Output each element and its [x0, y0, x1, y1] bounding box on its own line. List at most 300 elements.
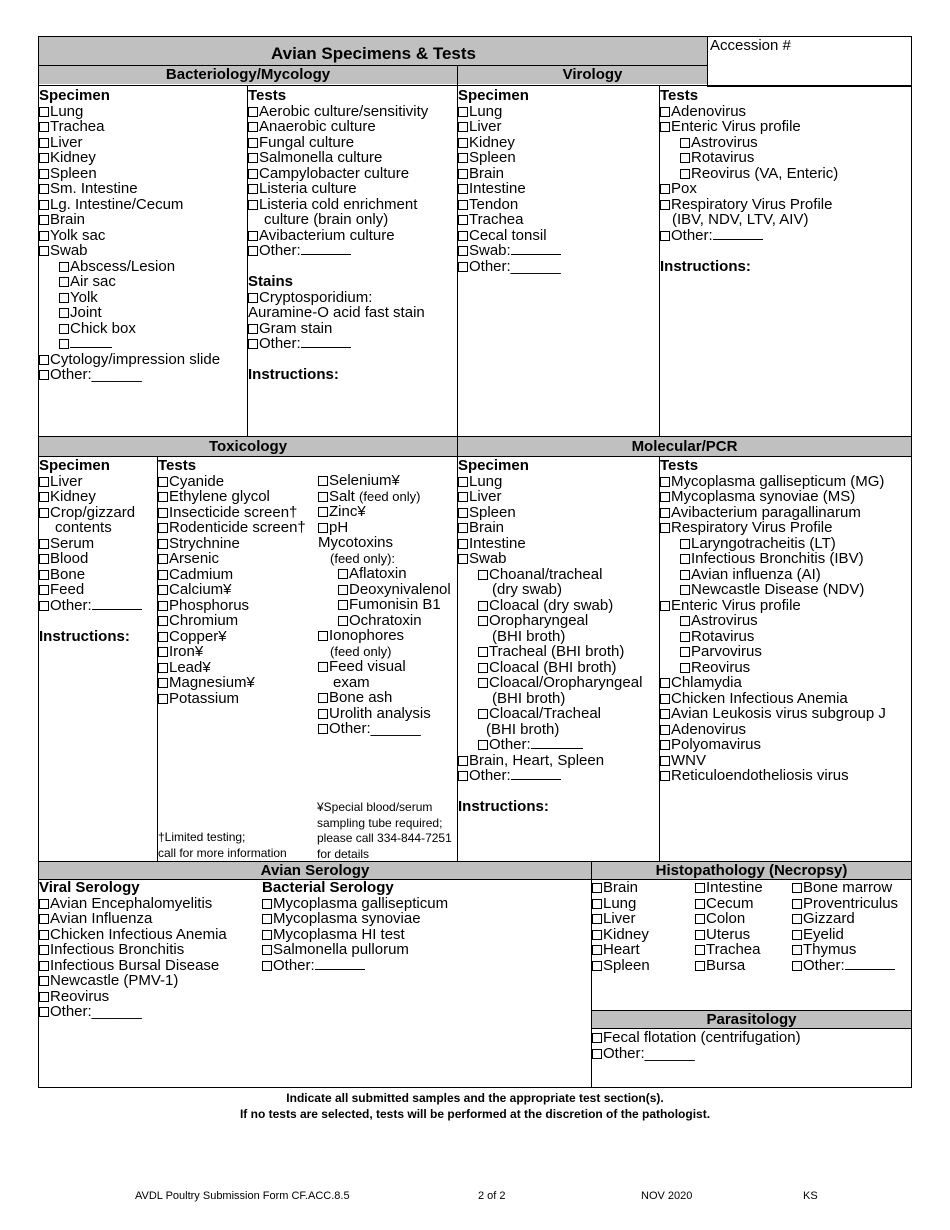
- checkbox[interactable]: [39, 539, 49, 549]
- checkbox-item[interactable]: [39, 228, 220, 244]
- checkbox-item[interactable]: [792, 942, 898, 958]
- checkbox-item[interactable]: [158, 660, 306, 676]
- checkbox[interactable]: [592, 930, 602, 940]
- checkbox[interactable]: [158, 554, 168, 564]
- checkbox-item[interactable]: [39, 321, 220, 337]
- checkbox[interactable]: [458, 184, 468, 194]
- tox-salt[interactable]: [318, 489, 451, 505]
- checkbox-item[interactable]: [39, 958, 227, 974]
- checkbox[interactable]: [39, 122, 49, 132]
- checkbox[interactable]: [680, 585, 690, 595]
- checkbox[interactable]: [695, 883, 705, 893]
- checkbox-item[interactable]: [458, 505, 642, 521]
- checkbox[interactable]: [248, 138, 258, 148]
- checkbox[interactable]: [458, 215, 468, 225]
- checkbox[interactable]: [158, 523, 168, 533]
- checkbox[interactable]: [158, 678, 168, 688]
- checkbox-item[interactable]: [592, 958, 650, 974]
- checkbox[interactable]: [592, 961, 602, 971]
- checkbox-item[interactable]: [158, 598, 306, 614]
- checkbox[interactable]: [458, 554, 468, 564]
- checkbox-item[interactable]: [39, 896, 227, 912]
- checkbox-item[interactable]: [39, 274, 220, 290]
- checkbox-item[interactable]: [39, 973, 227, 989]
- viro-specimen-other[interactable]: [458, 259, 561, 275]
- mol-cloro[interactable]: [458, 675, 642, 691]
- checkbox-item[interactable]: [660, 768, 886, 784]
- checkbox[interactable]: [458, 756, 468, 766]
- checkbox-item[interactable]: [660, 150, 838, 166]
- checkbox-item[interactable]: [39, 305, 220, 321]
- checkbox-item[interactable]: [660, 197, 838, 213]
- checkbox[interactable]: [680, 647, 690, 657]
- checkbox[interactable]: [660, 200, 670, 210]
- checkbox[interactable]: [660, 122, 670, 132]
- checkbox[interactable]: [680, 539, 690, 549]
- checkbox-item[interactable]: [695, 896, 763, 912]
- checkbox[interactable]: [248, 107, 258, 117]
- checkbox[interactable]: [262, 930, 272, 940]
- checkbox[interactable]: [680, 138, 690, 148]
- checkbox-item[interactable]: [660, 474, 886, 490]
- checkbox[interactable]: [660, 184, 670, 194]
- checkbox-item[interactable]: [158, 520, 306, 536]
- checkbox[interactable]: [458, 492, 468, 502]
- checkbox[interactable]: [158, 663, 168, 673]
- checkbox[interactable]: [592, 945, 602, 955]
- checkbox-item[interactable]: [39, 166, 220, 182]
- checkbox-item[interactable]: [660, 505, 886, 521]
- checkbox-item[interactable]: [792, 927, 898, 943]
- mol-bhs[interactable]: [458, 753, 642, 769]
- checkbox[interactable]: [458, 246, 468, 256]
- checkbox-item[interactable]: [458, 520, 642, 536]
- checkbox-item[interactable]: [660, 166, 838, 182]
- checkbox[interactable]: [478, 709, 488, 719]
- checkbox[interactable]: [680, 616, 690, 626]
- checkbox-item[interactable]: [158, 536, 306, 552]
- checkbox-item[interactable]: [458, 551, 642, 567]
- checkbox[interactable]: [59, 308, 69, 318]
- checkbox[interactable]: [660, 756, 670, 766]
- checkbox[interactable]: [592, 914, 602, 924]
- checkbox-item[interactable]: [592, 896, 650, 912]
- checkbox-item[interactable]: [39, 567, 142, 583]
- checkbox-item[interactable]: [660, 722, 886, 738]
- checkbox[interactable]: [680, 663, 690, 673]
- checkbox-item[interactable]: [262, 942, 448, 958]
- bact-listeria-cold[interactable]: [248, 197, 428, 213]
- checkbox-item[interactable]: [458, 212, 561, 228]
- checkbox-item[interactable]: [660, 551, 886, 567]
- checkbox[interactable]: [458, 262, 468, 272]
- checkbox[interactable]: [158, 508, 168, 518]
- checkbox[interactable]: [338, 616, 348, 626]
- checkbox[interactable]: [262, 899, 272, 909]
- checkbox[interactable]: [248, 200, 258, 210]
- checkbox-item[interactable]: [262, 927, 448, 943]
- tox-bone-ash[interactable]: [318, 690, 451, 706]
- checkbox-item[interactable]: [592, 911, 650, 927]
- checkbox[interactable]: [158, 570, 168, 580]
- checkbox[interactable]: [39, 976, 49, 986]
- checkbox-item[interactable]: [458, 536, 642, 552]
- checkbox[interactable]: [680, 153, 690, 163]
- checkbox[interactable]: [39, 945, 49, 955]
- checkbox[interactable]: [39, 169, 49, 179]
- stain-other[interactable]: [248, 336, 428, 352]
- mol-cltr[interactable]: [458, 706, 642, 722]
- checkbox[interactable]: [59, 339, 69, 349]
- checkbox[interactable]: [158, 492, 168, 502]
- checkbox-item[interactable]: [458, 474, 642, 490]
- checkbox[interactable]: [262, 961, 272, 971]
- mol-cloacal[interactable]: [458, 660, 642, 676]
- checkbox[interactable]: [458, 153, 468, 163]
- checkbox-item[interactable]: [39, 352, 220, 368]
- checkbox[interactable]: [39, 184, 49, 194]
- checkbox[interactable]: [478, 570, 488, 580]
- bact-tests-other[interactable]: [248, 243, 428, 259]
- checkbox-item[interactable]: [248, 104, 428, 120]
- checkbox[interactable]: [39, 355, 49, 365]
- checkbox[interactable]: [39, 899, 49, 909]
- checkbox[interactable]: [248, 339, 258, 349]
- checkbox[interactable]: [695, 961, 705, 971]
- checkbox-item[interactable]: [792, 896, 898, 912]
- checkbox[interactable]: [695, 945, 705, 955]
- checkbox-item[interactable]: [695, 911, 763, 927]
- mol-enteric[interactable]: [660, 598, 886, 614]
- checkbox-item[interactable]: [660, 675, 886, 691]
- bact-avibacterium[interactable]: [248, 228, 428, 244]
- checkbox-item[interactable]: [39, 911, 227, 927]
- checkbox-item[interactable]: [158, 474, 306, 490]
- checkbox[interactable]: [338, 600, 348, 610]
- checkbox-item[interactable]: [158, 567, 306, 583]
- checkbox[interactable]: [458, 231, 468, 241]
- checkbox-item[interactable]: [158, 691, 306, 707]
- checkbox-item[interactable]: [39, 212, 220, 228]
- checkbox-item[interactable]: [660, 737, 886, 753]
- checkbox-item[interactable]: [458, 135, 561, 151]
- stain-gram[interactable]: [248, 321, 428, 337]
- checkbox-item[interactable]: [39, 104, 220, 120]
- checkbox-item[interactable]: [39, 942, 227, 958]
- checkbox-item[interactable]: [458, 104, 561, 120]
- checkbox[interactable]: [592, 899, 602, 909]
- checkbox[interactable]: [248, 324, 258, 334]
- tox-urolith[interactable]: [318, 706, 451, 722]
- checkbox-item[interactable]: [262, 896, 448, 912]
- checkbox[interactable]: [458, 508, 468, 518]
- checkbox[interactable]: [478, 740, 488, 750]
- checkbox[interactable]: [680, 169, 690, 179]
- checkbox-item[interactable]: [158, 582, 306, 598]
- tox-zinc[interactable]: [318, 504, 451, 520]
- checkbox[interactable]: [59, 277, 69, 287]
- checkbox[interactable]: [39, 215, 49, 225]
- checkbox-item[interactable]: [39, 536, 142, 552]
- mol-cloacal-dry[interactable]: [458, 598, 642, 614]
- tox-selenium[interactable]: [318, 473, 451, 489]
- tox-ionophores[interactable]: [318, 628, 451, 644]
- checkbox[interactable]: [792, 961, 802, 971]
- checkbox[interactable]: [458, 200, 468, 210]
- checkbox-item[interactable]: [262, 911, 448, 927]
- checkbox-item[interactable]: [39, 489, 142, 505]
- checkbox[interactable]: [660, 771, 670, 781]
- checkbox[interactable]: [458, 107, 468, 117]
- checkbox-item[interactable]: [695, 880, 763, 896]
- checkbox-item[interactable]: [458, 166, 561, 182]
- checkbox[interactable]: [39, 992, 49, 1002]
- checkbox[interactable]: [318, 709, 328, 719]
- checkbox-item[interactable]: [39, 505, 142, 521]
- checkbox-item[interactable]: [660, 706, 886, 722]
- checkbox[interactable]: [262, 945, 272, 955]
- viro-tests-other[interactable]: [660, 228, 838, 244]
- bacterial-serology-other[interactable]: [262, 958, 448, 974]
- checkbox-item[interactable]: [39, 119, 220, 135]
- checkbox-item[interactable]: [660, 135, 838, 151]
- checkbox[interactable]: [792, 945, 802, 955]
- checkbox[interactable]: [39, 508, 49, 518]
- checkbox-item[interactable]: [660, 613, 886, 629]
- checkbox[interactable]: [660, 477, 670, 487]
- checkbox-item[interactable]: [458, 119, 561, 135]
- checkbox[interactable]: [660, 508, 670, 518]
- checkbox-item[interactable]: [39, 989, 227, 1005]
- checkbox[interactable]: [660, 601, 670, 611]
- checkbox-item[interactable]: [158, 551, 306, 567]
- checkbox[interactable]: [248, 184, 258, 194]
- checkbox-item[interactable]: [458, 197, 561, 213]
- checkbox[interactable]: [680, 632, 690, 642]
- checkbox[interactable]: [695, 914, 705, 924]
- checkbox[interactable]: [478, 663, 488, 673]
- checkbox[interactable]: [478, 647, 488, 657]
- checkbox[interactable]: [39, 153, 49, 163]
- checkbox[interactable]: [660, 694, 670, 704]
- checkbox-item[interactable]: [39, 290, 220, 306]
- checkbox[interactable]: [59, 262, 69, 272]
- checkbox[interactable]: [248, 169, 258, 179]
- checkbox-item[interactable]: [660, 582, 886, 598]
- checkbox-item[interactable]: [458, 489, 642, 505]
- checkbox[interactable]: [458, 477, 468, 487]
- checkbox[interactable]: [39, 477, 49, 487]
- checkbox-item[interactable]: [39, 197, 220, 213]
- checkbox[interactable]: [39, 961, 49, 971]
- checkbox[interactable]: [248, 231, 258, 241]
- checkbox[interactable]: [158, 601, 168, 611]
- checkbox-item[interactable]: [248, 166, 428, 182]
- checkbox[interactable]: [680, 570, 690, 580]
- tox-feed-visual[interactable]: [318, 659, 451, 675]
- checkbox[interactable]: [478, 601, 488, 611]
- checkbox[interactable]: [660, 492, 670, 502]
- checkbox[interactable]: [39, 370, 49, 380]
- mol-choanal[interactable]: [458, 567, 642, 583]
- checkbox-item[interactable]: [458, 243, 561, 259]
- checkbox[interactable]: [792, 883, 802, 893]
- checkbox[interactable]: [39, 200, 49, 210]
- checkbox[interactable]: [39, 914, 49, 924]
- checkbox-item[interactable]: [792, 911, 898, 927]
- checkbox[interactable]: [660, 678, 670, 688]
- mol-oro[interactable]: [458, 613, 642, 629]
- checkbox-item[interactable]: [39, 135, 220, 151]
- viral-serology-other[interactable]: [39, 1004, 227, 1020]
- checkbox[interactable]: [39, 138, 49, 148]
- checkbox-item[interactable]: [660, 104, 838, 120]
- checkbox-item[interactable]: [248, 135, 428, 151]
- checkbox-item[interactable]: [458, 181, 561, 197]
- tox-specimen-other[interactable]: [39, 598, 142, 614]
- checkbox-item[interactable]: [318, 613, 451, 629]
- checkbox[interactable]: [248, 122, 258, 132]
- checkbox-item[interactable]: [660, 629, 886, 645]
- checkbox[interactable]: [660, 740, 670, 750]
- checkbox[interactable]: [318, 724, 328, 734]
- checkbox-item[interactable]: [39, 367, 220, 383]
- checkbox[interactable]: [248, 153, 258, 163]
- checkbox-item[interactable]: [660, 660, 886, 676]
- checkbox[interactable]: [592, 883, 602, 893]
- checkbox-item[interactable]: [318, 582, 451, 598]
- checkbox-item[interactable]: [695, 942, 763, 958]
- checkbox-item[interactable]: [660, 753, 886, 769]
- checkbox[interactable]: [318, 523, 328, 533]
- checkbox[interactable]: [318, 693, 328, 703]
- checkbox-item[interactable]: [39, 259, 220, 275]
- checkbox-item[interactable]: [458, 150, 561, 166]
- checkbox[interactable]: [39, 492, 49, 502]
- checkbox-item[interactable]: [248, 119, 428, 135]
- checkbox[interactable]: [458, 138, 468, 148]
- checkbox-item[interactable]: [158, 613, 306, 629]
- checkbox[interactable]: [39, 1007, 49, 1017]
- checkbox-item[interactable]: [660, 489, 886, 505]
- checkbox-item[interactable]: [660, 181, 838, 197]
- checkbox[interactable]: [680, 554, 690, 564]
- checkbox-item[interactable]: [158, 644, 306, 660]
- mol-specimen-other[interactable]: [458, 768, 642, 784]
- checkbox[interactable]: [318, 631, 328, 641]
- checkbox-item[interactable]: [248, 181, 428, 197]
- checkbox[interactable]: [39, 585, 49, 595]
- checkbox-item[interactable]: [660, 119, 838, 135]
- checkbox[interactable]: [592, 1049, 602, 1059]
- checkbox-item[interactable]: [660, 644, 886, 660]
- checkbox-item[interactable]: [660, 691, 886, 707]
- checkbox-item[interactable]: [458, 228, 561, 244]
- checkbox[interactable]: [262, 914, 272, 924]
- checkbox[interactable]: [660, 231, 670, 241]
- checkbox[interactable]: [248, 293, 258, 303]
- checkbox[interactable]: [39, 930, 49, 940]
- checkbox[interactable]: [39, 570, 49, 580]
- checkbox-item[interactable]: [39, 474, 142, 490]
- checkbox-item[interactable]: [248, 150, 428, 166]
- checkbox-item[interactable]: [39, 551, 142, 567]
- tox-ph[interactable]: [318, 520, 451, 536]
- checkbox-item[interactable]: [158, 629, 306, 645]
- checkbox[interactable]: [158, 539, 168, 549]
- checkbox-item[interactable]: [39, 150, 220, 166]
- checkbox-item[interactable]: [660, 567, 886, 583]
- checkbox-item[interactable]: [39, 243, 220, 259]
- checkbox[interactable]: [59, 324, 69, 334]
- checkbox-item[interactable]: [592, 880, 650, 896]
- tox-tests-other[interactable]: [318, 721, 451, 737]
- bact-swab-blank[interactable]: [39, 336, 220, 352]
- checkbox-item[interactable]: [318, 566, 451, 582]
- stain-crypto[interactable]: [248, 290, 428, 306]
- checkbox-item[interactable]: [39, 181, 220, 197]
- checkbox[interactable]: [318, 662, 328, 672]
- checkbox[interactable]: [318, 476, 328, 486]
- histo-other[interactable]: [792, 958, 898, 974]
- checkbox[interactable]: [318, 507, 328, 517]
- mol-tracheal[interactable]: [458, 644, 642, 660]
- checkbox-item[interactable]: [318, 597, 451, 613]
- accession-box[interactable]: [707, 36, 912, 87]
- checkbox[interactable]: [338, 569, 348, 579]
- checkbox[interactable]: [59, 293, 69, 303]
- checkbox[interactable]: [695, 930, 705, 940]
- checkbox-item[interactable]: [592, 927, 650, 943]
- checkbox[interactable]: [592, 1033, 602, 1043]
- mol-swab-other[interactable]: [458, 737, 642, 753]
- checkbox[interactable]: [158, 616, 168, 626]
- checkbox[interactable]: [39, 231, 49, 241]
- checkbox-item[interactable]: [158, 675, 306, 691]
- checkbox[interactable]: [248, 246, 258, 256]
- checkbox-item[interactable]: [158, 505, 306, 521]
- checkbox-item[interactable]: [660, 536, 886, 552]
- checkbox[interactable]: [458, 169, 468, 179]
- checkbox[interactable]: [158, 632, 168, 642]
- checkbox[interactable]: [458, 771, 468, 781]
- checkbox[interactable]: [458, 539, 468, 549]
- parasitology-other[interactable]: [592, 1046, 801, 1062]
- checkbox-item[interactable]: [660, 520, 886, 536]
- checkbox[interactable]: [792, 899, 802, 909]
- checkbox-item[interactable]: [792, 880, 898, 896]
- checkbox[interactable]: [660, 523, 670, 533]
- checkbox[interactable]: [158, 647, 168, 657]
- checkbox-item[interactable]: [695, 958, 763, 974]
- checkbox-item[interactable]: [695, 927, 763, 943]
- checkbox[interactable]: [39, 107, 49, 117]
- checkbox[interactable]: [39, 601, 49, 611]
- checkbox[interactable]: [660, 107, 670, 117]
- checkbox[interactable]: [792, 914, 802, 924]
- checkbox[interactable]: [338, 585, 348, 595]
- checkbox[interactable]: [158, 694, 168, 704]
- checkbox[interactable]: [660, 709, 670, 719]
- checkbox-item[interactable]: [39, 582, 142, 598]
- checkbox[interactable]: [39, 246, 49, 256]
- checkbox[interactable]: [158, 585, 168, 595]
- checkbox[interactable]: [458, 122, 468, 132]
- checkbox[interactable]: [660, 725, 670, 735]
- checkbox[interactable]: [478, 678, 488, 688]
- checkbox-item[interactable]: [39, 927, 227, 943]
- checkbox[interactable]: [695, 899, 705, 909]
